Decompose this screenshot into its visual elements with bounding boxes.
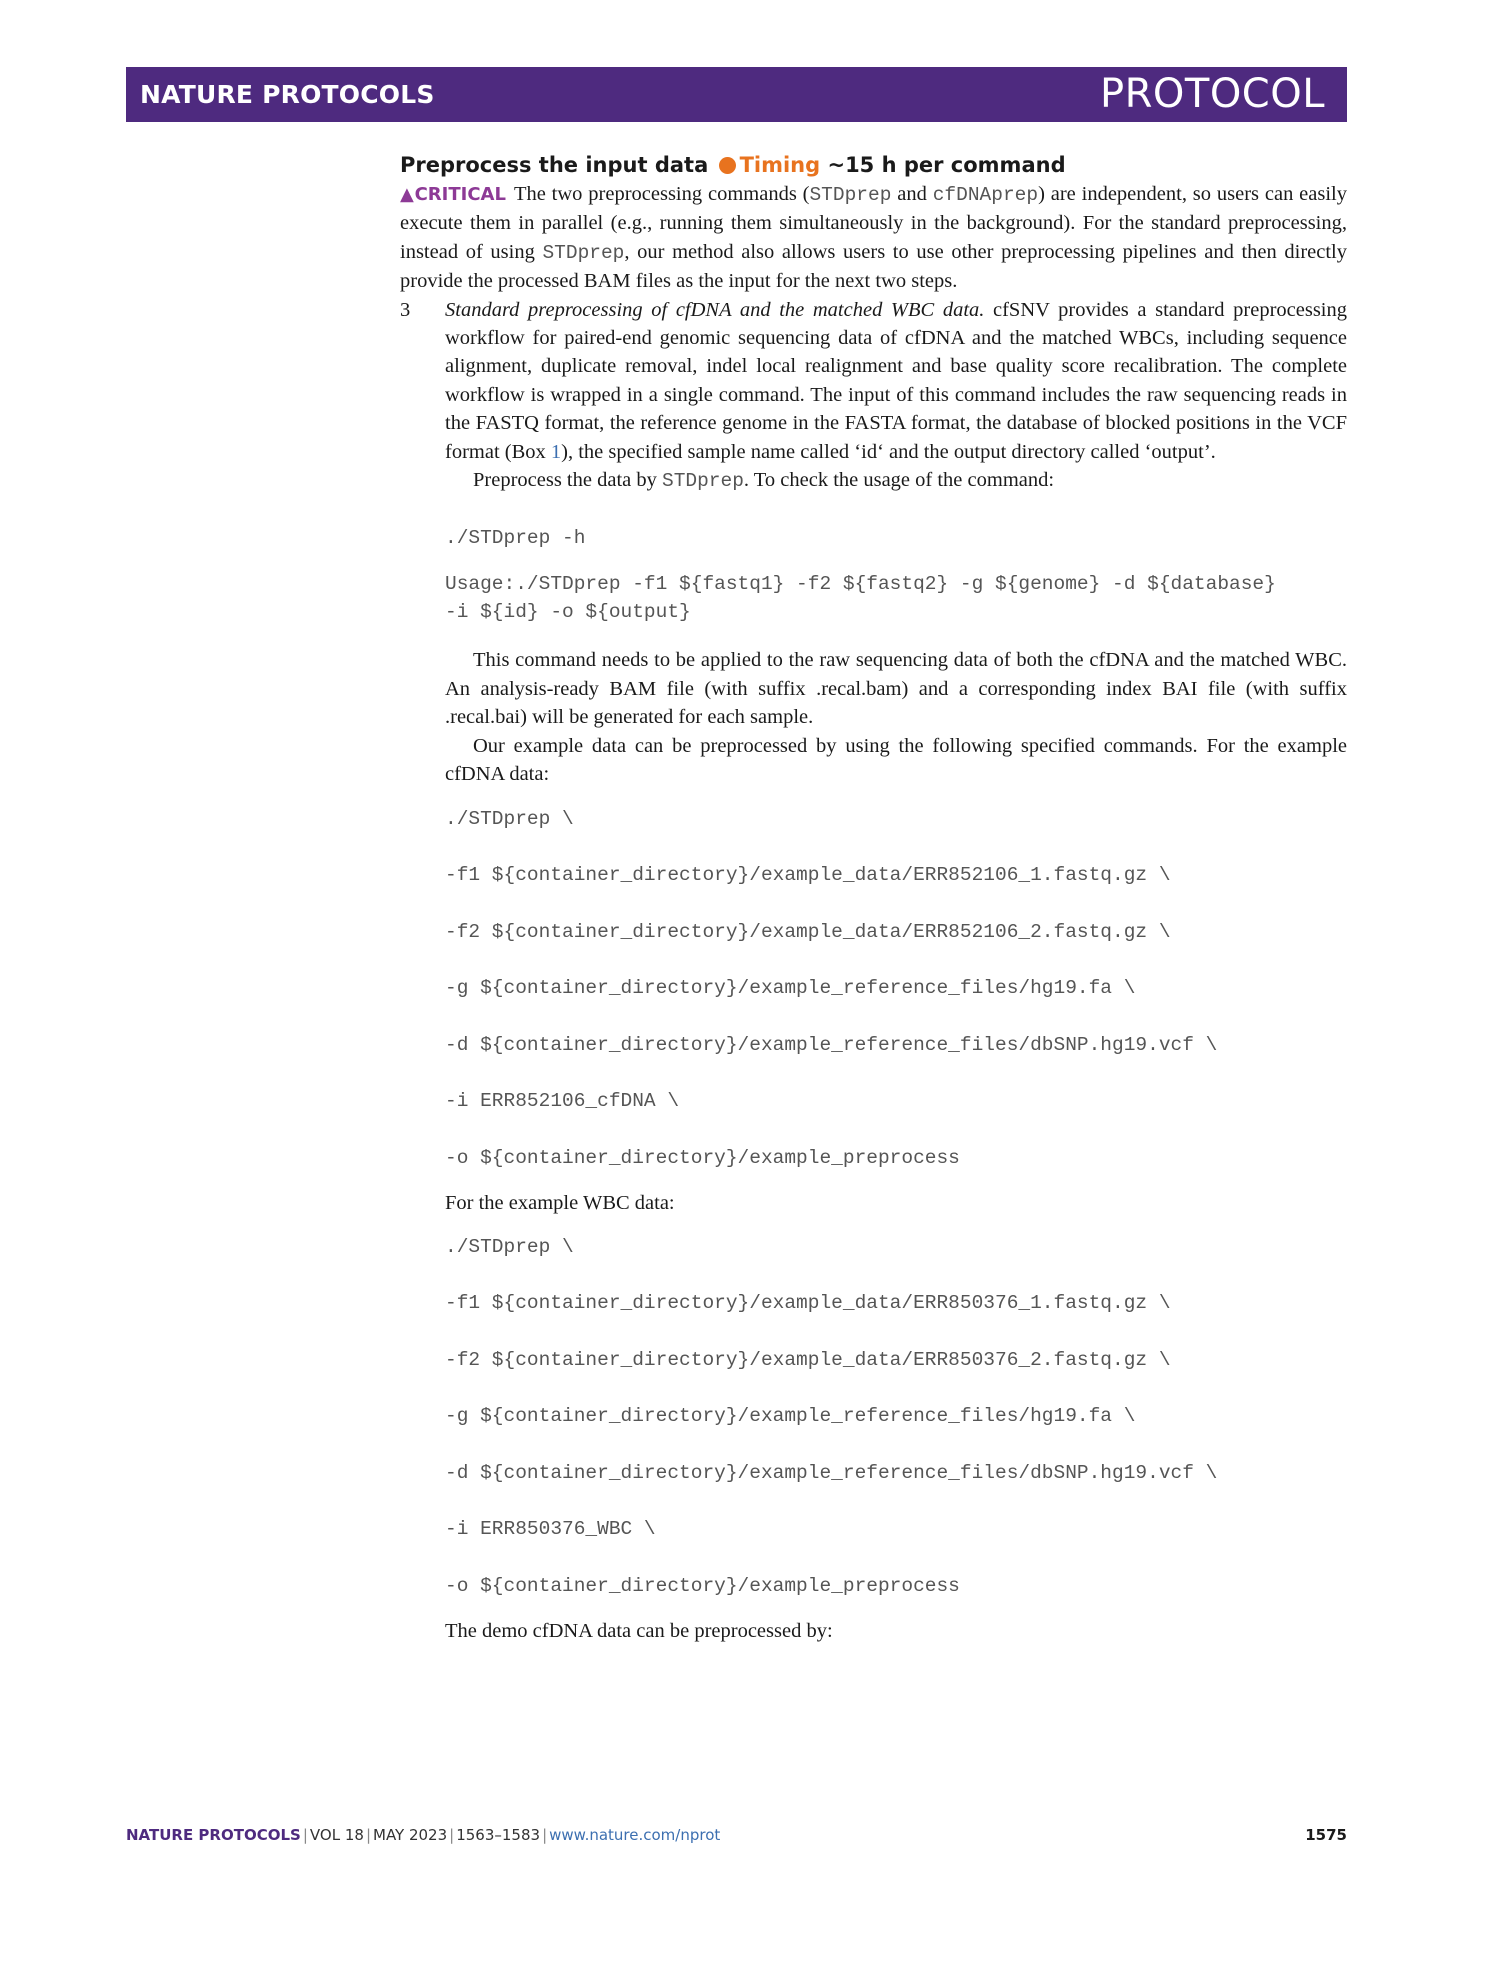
cfdna-command-block bbox=[445, 805, 1347, 1172]
footer-journal: NATURE PROTOCOLS bbox=[126, 1826, 301, 1844]
usage-line-1: Usage:./STDprep -f1 ${fastq1} -f2 ${fastq2} -g ${genome} -d ${database} bbox=[445, 573, 1276, 596]
cfdna-line: -g ${container_directory}/example_reference_files/hg19.fa \ bbox=[445, 977, 1136, 999]
wbc-line: -o ${container_directory}/example_preprocess bbox=[445, 1574, 960, 1597]
step-3-title: Standard preprocessing of cfDNA and the matched WBC data. bbox=[445, 298, 985, 321]
critical-text-3: ) are independent, so users can easily execute them in parallel (e.g., running them simultaneously in the background). For the standard preprocessing, instead of using bbox=[400, 183, 1347, 263]
timing-value: ~15 h per command bbox=[827, 153, 1066, 177]
critical-text-4: , our method also allows users to use other preprocessing pipelines and then directly provide the processed BAM files as the input for the next two steps. bbox=[400, 240, 1347, 293]
cfdna-line: -f2 ${container_directory}/example_data/ERR852106_2.fastq.gz \ bbox=[445, 920, 1171, 943]
critical-text-2: and bbox=[891, 183, 933, 205]
critical-cmd-stdprep: STDprep bbox=[809, 184, 892, 206]
critical-tag: ▲CRITICAL bbox=[400, 184, 506, 205]
usage-intro bbox=[445, 466, 1347, 495]
footer-date: MAY 2023 bbox=[373, 1826, 448, 1844]
cfdna-line: ./STDprep \ bbox=[445, 807, 574, 830]
usage-cmd: STDprep bbox=[662, 470, 744, 493]
article-type: PROTOCOL bbox=[1099, 71, 1325, 117]
step-3-text-2: ), the specified sample name called ‘id‘ and the output directory called ‘output’. bbox=[561, 440, 1216, 463]
critical-note bbox=[400, 180, 1347, 296]
section-title bbox=[400, 150, 1347, 180]
critical-text-1: The two preprocessing commands ( bbox=[513, 183, 810, 205]
cfdna-line: -f1 ${container_directory}/example_data/ERR852106_1.fastq.gz \ bbox=[445, 864, 1171, 886]
usage-text-1: Preprocess the data by bbox=[473, 469, 662, 492]
wbc-line: -i ERR850376_WBC \ bbox=[445, 1518, 656, 1541]
footer-separator: | bbox=[542, 1826, 548, 1844]
wbc-line: -f1 ${container_directory}/example_data/ERR850376_1.fastq.gz \ bbox=[445, 1292, 1171, 1315]
cfdna-line: -i ERR852106_cfDNA \ bbox=[445, 1090, 680, 1112]
main-content bbox=[400, 150, 1347, 1645]
page-number: 1575 bbox=[1305, 1826, 1347, 1844]
timing-label: Timing bbox=[739, 153, 821, 177]
footer-url-link[interactable]: www.nature.com/nprot bbox=[549, 1826, 721, 1844]
wbc-line: -f2 ${container_directory}/example_data/ERR850376_2.fastq.gz \ bbox=[445, 1348, 1171, 1371]
footer-pages: 1563–1583 bbox=[456, 1826, 541, 1844]
box-1-link[interactable]: 1 bbox=[550, 440, 562, 463]
wbc-line: -g ${container_directory}/example_reference_files/hg19.fa \ bbox=[445, 1405, 1136, 1428]
cfdna-line: -o ${container_directory}/example_preprocess bbox=[445, 1146, 960, 1169]
critical-cmd-cfdnaprep: cfDNAprep bbox=[932, 184, 1039, 206]
cfdna-line: -d ${container_directory}/example_reference_files/dbSNP.hg19.vcf \ bbox=[445, 1033, 1218, 1056]
wbc-command-block bbox=[445, 1233, 1347, 1600]
example-paragraph: Our example data can be preprocessed by using the following specified commands. For the example cfDNA data: bbox=[445, 734, 1347, 786]
page-footer bbox=[126, 1826, 1347, 1850]
footer-separator: | bbox=[449, 1826, 455, 1844]
apply-paragraph: This command needs to be applied to the raw sequencing data of both the cfDNA and the matched WBC. An analysis-ready BAM file (with suffix .recal.bam) and a corresponding index BAI file (with suffix .recal.bai) will be generated for each sample. bbox=[445, 649, 1347, 729]
critical-cmd-stdprep-2: STDprep bbox=[542, 241, 625, 264]
step-3-text-1: cfSNV provides a standard preprocessing workflow for paired-end genomic sequencing data of cfDNA and the matched WBCs, including sequence alignment, duplicate removal, indel local realignment and base quality score recalibration. The complete workflow is wrapped in a single command. The input of this command includes the raw sequencing reads in the FASTQ format, the reference genome in the FASTA format, the database of blocked positions in the VCF format (Box bbox=[445, 298, 1348, 463]
help-command: ./STDprep -h bbox=[445, 527, 586, 550]
timing-dot-icon bbox=[719, 157, 736, 174]
usage-line-2: -i ${id} -o ${output} bbox=[445, 601, 691, 624]
footer-separator: | bbox=[365, 1826, 371, 1844]
footer-separator: | bbox=[302, 1826, 308, 1844]
footer-volume: VOL 18 bbox=[309, 1826, 364, 1844]
usage-text-2: . To check the usage of the command: bbox=[743, 469, 1055, 492]
journal-header-bar bbox=[126, 67, 1347, 122]
journal-name: NATURE PROTOCOLS bbox=[140, 80, 435, 109]
wbc-line: -d ${container_directory}/example_reference_files/dbSNP.hg19.vcf \ bbox=[445, 1461, 1218, 1484]
step-number: 3 bbox=[400, 298, 411, 321]
section-title-text: Preprocess the input data bbox=[400, 153, 709, 177]
wbc-intro: For the example WBC data: bbox=[445, 1191, 675, 1214]
wbc-line: ./STDprep \ bbox=[445, 1235, 574, 1258]
step-3-body bbox=[445, 296, 1347, 1646]
demo-intro: The demo cfDNA data can be preprocessed by: bbox=[445, 1619, 833, 1642]
step-3-intro bbox=[445, 296, 1347, 466]
step-3 bbox=[400, 296, 1347, 1646]
